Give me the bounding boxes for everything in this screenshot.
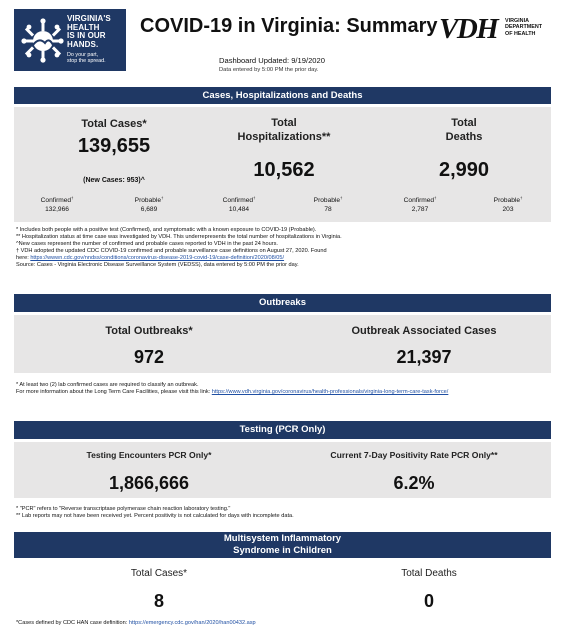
testing-encounters-label: Testing Encounters PCR Only* — [86, 450, 212, 460]
vdh-text: VIRGINIA DEPARTMENT OF HEALTH — [505, 18, 543, 37]
misc-footnote: *Cases defined by CDC HAN case definition: https://emergency.cdc.gov/han/2020/han00432.asp — [16, 620, 256, 626]
vdh-logo — [439, 14, 559, 44]
cdc-han-link[interactable]: https://emergency.cdc.gov/han/2020/han00432.asp — [128, 620, 256, 626]
testing-footnotes — [16, 506, 551, 520]
hospitalizations-label: Total Hospitalizations** — [237, 117, 331, 143]
deaths-label: Total Deaths — [445, 117, 483, 143]
footnote: ^New cases represent the number of confirmed and probable cases reported to VDH in the past 24 hours. — [16, 241, 278, 247]
outbreaks-footnotes — [16, 382, 551, 396]
footnote: * Includes both people with a positive test (Confirmed), and symptomatic with a known exposure to COVID-19 (Probable). — [16, 227, 317, 233]
virginia-health-logo — [14, 9, 126, 71]
testing-encounters-value: 1,866,666 — [108, 473, 190, 493]
cases-section-bar: Cases, Hospitalizations and Deaths — [14, 87, 551, 104]
footnote: ** Hospitalization status at time case was investigated by VDH. This underrepresents the total number of hospitalizations in Virginia. — [16, 234, 342, 240]
misc-cases-label: Total Cases* — [130, 568, 188, 579]
logo-text: VIRGINIA'S HEALTH IS IN OUR HANDS. — [67, 14, 111, 49]
footnote: * "PCR" refers to "Reverse transcriptase polymerase chain reaction laboratory testing." — [16, 506, 231, 512]
hospitalizations-value: 10,562 — [253, 159, 315, 181]
dashboard-updated: Dashboard Updated: 9/19/2020 — [219, 56, 325, 65]
deaths-probable-label: Probable† — [493, 195, 523, 205]
hosp-probable-label: Probable† — [313, 195, 343, 205]
footnote: ** Lab reports may not have been received yet. Percent positivity is not calculated for days with incomplete data. — [16, 513, 294, 519]
vdh-letters: VDH — [439, 13, 498, 45]
cases-panel — [14, 107, 551, 222]
deaths-probable-value: 203 — [502, 206, 514, 213]
page-title: COVID-19 in Virginia: Summary — [140, 15, 438, 37]
cases-confirmed-label: Confirmed† — [40, 195, 74, 205]
hosp-probable-value: 78 — [324, 206, 332, 213]
deaths-confirmed-label: Confirmed† — [403, 195, 437, 205]
positivity-rate-label: Current 7-Day Positivity Rate PCR Only** — [330, 450, 498, 460]
total-outbreaks-value: 972 — [133, 347, 165, 367]
total-outbreaks-label: Total Outbreaks* — [105, 325, 193, 337]
outbreak-cases-label: Outbreak Associated Cases — [351, 325, 497, 337]
cases-confirmed-value: 132,966 — [45, 206, 69, 213]
misc-deaths-value: 0 — [423, 591, 434, 611]
hosp-confirmed-value: 10,484 — [228, 206, 250, 213]
misc-deaths-label: Total Deaths — [401, 568, 457, 579]
total-cases-value: 139,655 — [77, 135, 151, 157]
ltc-task-force-link[interactable]: https://www.vdh.virginia.gov/coronavirus/health-professionals/virginia-long-term-care-task-force/ — [211, 389, 449, 395]
deaths-value: 2,990 — [438, 159, 490, 181]
footnote: here: https://wwwn.cdc.gov/nndss/conditions/coronavirus-disease-2019-covid-19/case-definition/2020/08/05/ — [16, 255, 285, 261]
outbreaks-section-bar: Outbreaks — [14, 294, 551, 312]
virus-hands-icon — [19, 15, 71, 65]
footnote: † VDH adopted the updated CDC COVID-19 confirmed and probable surveillance case definitions on August 27, 2020. Found — [16, 248, 327, 254]
misc-cases-value: 8 — [153, 591, 164, 611]
footnote: * At least two (2) lab confirmed cases are required to classify an outbreak. — [16, 382, 199, 388]
cdc-case-definition-link[interactable]: https://wwwn.cdc.gov/nndss/conditions/coronavirus-disease-2019-covid-19/case-definition/2020/08/05/ — [30, 255, 285, 261]
misc-section-bar: Multisystem Inflammatory Syndrome in Children — [14, 532, 551, 558]
cases-probable-label: Probable† — [134, 195, 164, 205]
testing-panel — [14, 442, 551, 498]
source-note: Source: Cases - Virginia Electronic Disease Surveillance System (VEDSS), data entered by 5:00 PM the prior day. — [16, 262, 299, 268]
misc-panel — [14, 561, 551, 617]
data-entered-note: Data entered by 5:00 PM the prior day. — [219, 67, 319, 73]
logo-subtext: Do your part, stop the spread. — [67, 52, 106, 64]
cases-probable-value: 6,689 — [140, 206, 158, 213]
testing-section-bar: Testing (PCR Only) — [14, 421, 551, 439]
hosp-confirmed-label: Confirmed† — [222, 195, 256, 205]
outbreak-cases-value: 21,397 — [396, 347, 452, 367]
deaths-confirmed-value: 2,787 — [411, 206, 429, 213]
positivity-rate-value: 6.2% — [393, 473, 435, 493]
cases-footnotes — [16, 227, 551, 269]
new-cases: (New Cases: 953)^ — [83, 177, 145, 184]
outbreaks-panel — [14, 315, 551, 373]
footnote: For more information about the Long Term Care Facilities, please visit this link: https://www.vdh.virginia.gov/coronavirus/health-professionals/virginia-long-term-care-task-force/ — [16, 389, 449, 395]
total-cases-label: Total Cases* — [81, 118, 147, 130]
